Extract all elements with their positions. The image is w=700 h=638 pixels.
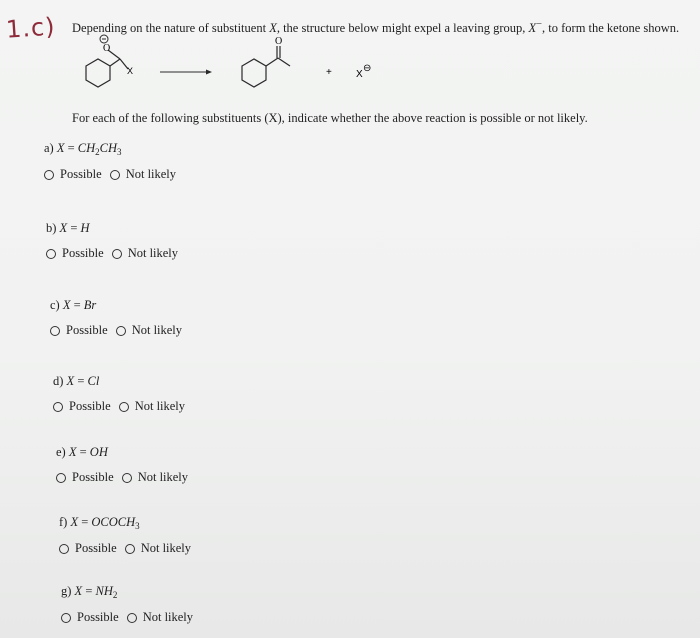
options-row [50,323,190,338]
item-var-x: X [68,445,77,459]
option-label: Not likely [134,399,186,413]
item-prefix: b) [46,221,57,235]
item-formula-main: H [80,221,90,235]
option-label: Not likely [125,167,177,181]
item-prefix: g) [61,584,72,598]
item-prefix: d) [53,374,64,388]
product-leaving-group-charge: ⊖ [363,63,372,74]
radio-button[interactable] [112,249,122,259]
option-label: Not likely [142,610,194,624]
question-var-x: X [269,21,277,36]
product-oxygen-label: O [275,36,283,47]
product-bond-carbonyl-to-methyl [278,58,290,66]
option-label: Possible [72,470,114,484]
option-label: Not likely [127,246,179,260]
option-possible[interactable] [53,399,111,414]
options-row [46,246,186,261]
question-text-before: Depending on the nature of substituent [72,21,270,36]
options-row [53,399,193,414]
radio-button[interactable] [59,544,69,554]
item-equals: = [78,515,92,529]
radio-button[interactable] [61,613,71,623]
option-label: Not likely [140,541,192,555]
item-equals: = [74,374,88,388]
radio-button[interactable] [125,544,135,554]
reaction-arrow-head [206,70,212,75]
question-text-after: , to form the ketone shown. [542,21,680,36]
options-row [44,167,184,182]
option-possible[interactable] [59,541,117,556]
option-not-likely[interactable] [116,323,182,338]
product-leaving-group-label: X [356,69,363,80]
question-var-xminus: X [528,21,537,36]
options-row [61,610,201,625]
radio-button[interactable] [53,402,63,412]
sub-question-label [59,515,199,531]
item-equals: = [64,141,78,155]
option-possible[interactable] [46,246,104,261]
item-equals: = [67,221,81,235]
radio-button[interactable] [56,473,66,483]
radio-button[interactable] [127,613,137,623]
question-text-middle: , the structure below might expel a leaving group, [276,21,529,36]
item-formula-main: Br [83,298,97,312]
item-equals: = [82,584,96,598]
item-sub2: 3 [117,147,122,157]
item-formula-main: OH [89,445,108,459]
question-superscript: − [536,19,543,30]
product-bond-ring-to-carbonyl [266,58,278,66]
reactant-oxygen-label: O [103,43,111,54]
radio-button[interactable] [44,170,54,180]
option-not-likely[interactable] [122,470,188,485]
product-cyclohexane-ring [242,59,266,87]
sub-question-f [59,515,199,556]
item-var-x: X [66,374,75,388]
option-not-likely[interactable] [127,610,193,625]
reactant-leaving-group-label: X [127,66,134,76]
item-prefix: f) [59,515,68,529]
item-formula-mid: CH [99,141,118,155]
radio-button[interactable] [110,170,120,180]
sub-question-label [53,374,193,389]
item-sub1: 3 [135,521,140,531]
option-label: Possible [75,541,117,555]
options-row [56,470,196,485]
option-possible[interactable] [50,323,108,338]
instruction-text: For each of the following substituents (X), indicate whether the above reaction is possible or not likely. [72,111,588,125]
option-label: Possible [66,323,108,337]
sub-question-label [61,584,201,600]
sub-question-label [50,298,190,313]
sub-question-e [56,445,196,485]
item-prefix: c) [50,298,60,312]
item-formula-main: CH [77,141,96,155]
option-label: Not likely [131,323,183,337]
sub-question-d [53,374,193,414]
sub-question-a [44,141,184,182]
option-label: Possible [62,246,104,260]
handwritten-question-number: 1.c) [5,12,57,44]
item-equals: = [70,298,84,312]
radio-button[interactable] [122,473,132,483]
radio-button[interactable] [119,402,129,412]
option-label: Not likely [137,470,189,484]
item-var-x: X [56,141,65,155]
plus-sign: + [326,67,332,78]
item-var-x: X [74,584,83,598]
option-not-likely[interactable] [110,167,176,182]
option-possible[interactable] [56,470,114,485]
item-var-x: X [59,221,68,235]
option-label: Possible [77,610,119,624]
sub-question-g [61,584,201,625]
item-prefix: e) [56,445,66,459]
sub-question-b [46,221,186,261]
sub-question-c [50,298,190,338]
sub-question-label [56,445,196,460]
option-label: Possible [69,399,111,413]
option-possible[interactable] [61,610,119,625]
item-sub1: 2 [95,147,100,157]
radio-button[interactable] [116,326,126,336]
item-prefix: a) [44,141,54,155]
radio-button[interactable] [46,249,56,259]
reactant-cyclohexane-ring [86,59,110,87]
option-not-likely[interactable] [119,399,185,414]
options-row [59,541,199,556]
radio-button[interactable] [50,326,60,336]
item-equals: = [76,445,90,459]
item-formula-main: Cl [87,374,100,388]
option-label: Possible [60,167,102,181]
item-var-x: X [70,515,79,529]
option-possible[interactable] [44,167,102,182]
reaction-diagram [70,28,400,96]
sub-question-label [44,141,184,157]
item-formula-main: NH [95,584,113,598]
item-formula-main: OCOCH [91,515,136,529]
option-not-likely[interactable] [125,541,191,556]
sub-question-label [46,221,186,236]
item-sub1: 2 [112,590,118,600]
option-not-likely[interactable] [112,246,178,261]
reactant-bond-ring-to-carbon [110,59,120,66]
item-var-x: X [62,298,71,312]
